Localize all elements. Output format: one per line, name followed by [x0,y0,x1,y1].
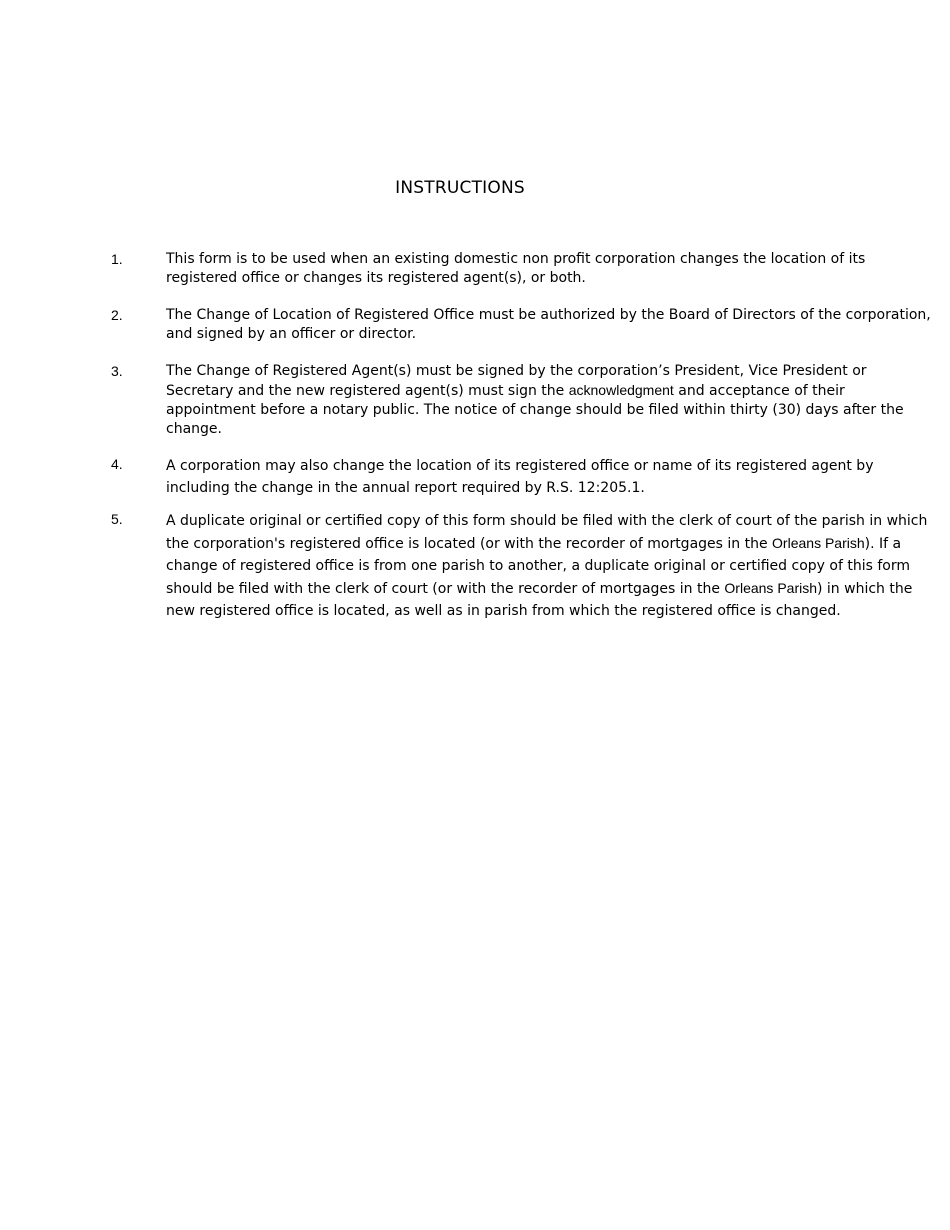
item-text-part: ). If a change of registered office is from one parish to another, a duplicate original or certified copy of this form should be filed with the clerk of court (or with the recorder of mortgages in the [166,536,910,597]
item-text-part: Orleans Parish [772,535,865,551]
item-text-part: acknowledgment [568,382,674,398]
item-text: The Change of Location of Registered Office must be authorized by the Board of Directors of the corporation, and signed by an officer or director. [166,307,931,342]
item-number: 3. [111,363,123,379]
item-number: 1. [111,251,123,267]
item-text-part: The Change of Registered Agent(s) must be signed by the corporation’s President, Vice President or Secretary and the new registered agent(s) must sign the [166,363,867,399]
item-text [166,362,936,439]
item-number: 2. [111,307,123,323]
item-text-part: ) in which the new registered office is located, as well as in parish from which the registered office is changed. [166,581,913,619]
page-title: INSTRUCTIONS [395,178,525,198]
item-number: 4. [111,456,123,472]
item-text [166,510,936,622]
item-text-part: Orleans Parish [724,580,817,596]
item-text: A corporation may also change the location of its registered office or name of its registered agent by including the change in the annual report required by R.S. 12:205.1. [166,458,874,496]
item-text-part: and acceptance of their appointment before a notary public. The notice of change should be filed within thirty (30) days after the change. [166,383,904,437]
item-text-part: A duplicate original or certified copy of this form should be filed with the clerk of court of the parish in which the corporation's registered office is located (or with the recorder of mortgages in the [166,513,928,552]
item-text: This form is to be used when an existing domestic non profit corporation changes the location of its registered office or changes its registered agent(s), or both. [166,251,866,286]
item-number: 5. [111,511,123,527]
